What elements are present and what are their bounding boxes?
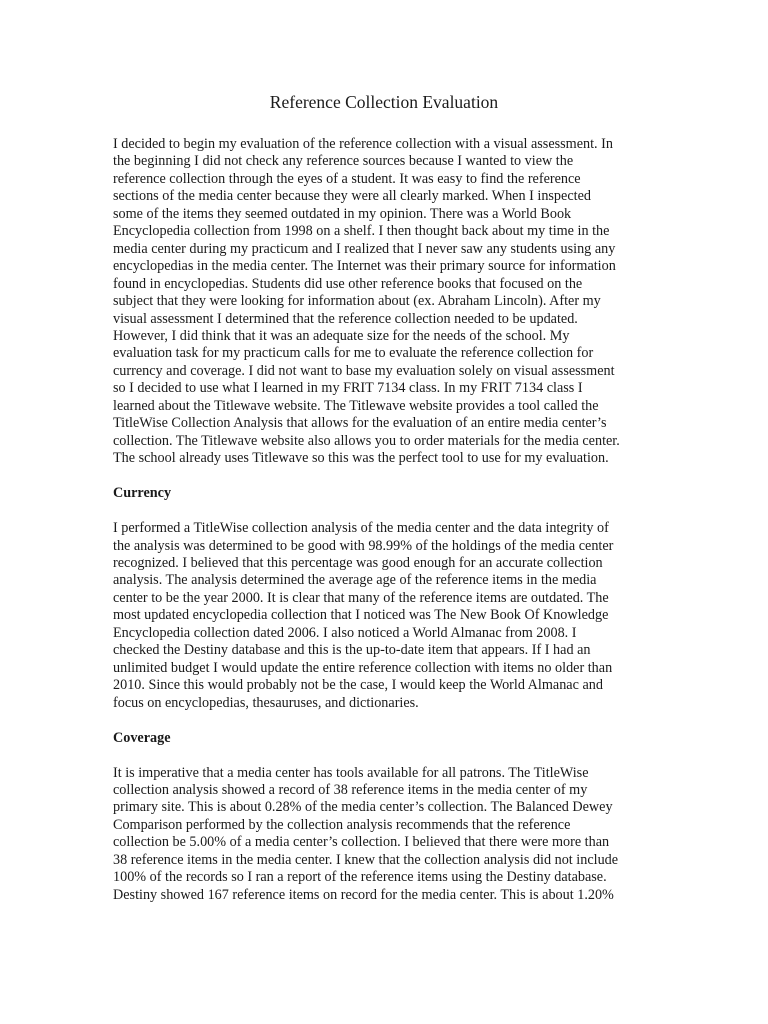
text-line: subject that they were looking for information about (ex. Abraham Lincoln). After my xyxy=(113,293,601,310)
text-line: Encyclopedia collection from 1998 on a shelf. I then thought back about my time in the xyxy=(113,223,610,240)
intro-paragraph xyxy=(113,136,658,468)
text-line: so I decided to use what I learned in my FRIT 7134 class. In my FRIT 7134 class I xyxy=(113,380,583,397)
text-line: found in encyclopedias. Students did use other reference books that focused on the xyxy=(113,275,583,292)
text-line: learned about the Titlewave website. The Titlewave website provides a tool called the xyxy=(113,397,599,414)
text-line: Encyclopedia collection dated 2006. I also noticed a World Almanac from 2008. I xyxy=(113,624,577,641)
text-line: collection analysis showed a record of 38 reference items in the media center of my xyxy=(113,781,588,798)
coverage-heading: Coverage xyxy=(113,729,171,746)
text-line: visual assessment I determined that the reference collection needed to be updated. xyxy=(113,310,578,327)
text-line: focus on encyclopedias, thesauruses, and dictionaries. xyxy=(113,694,419,711)
text-line: evaluation task for my practicum calls for me to evaluate the reference collection for xyxy=(113,345,594,362)
spacer xyxy=(113,503,658,521)
text-line: primary site. This is about 0.28% of the media center’s collection. The Balanced Dewey xyxy=(113,799,613,816)
text-line: encyclopedias in the media center. The Internet was their primary source for information xyxy=(113,258,616,275)
text-line: Destiny showed 167 reference items on record for the media center. This is about 1.20% xyxy=(113,886,614,903)
text-line: reference collection through the eyes of a student. It was easy to find the reference xyxy=(113,170,581,187)
text-line: However, I did think that it was an adequate size for the needs of the school. My xyxy=(113,327,570,344)
text-line: TitleWise Collection Analysis that allows for the evaluation of an entire media center’s xyxy=(113,415,607,432)
text-line: collection. The Titlewave website also allows you to order materials for the media center. xyxy=(113,432,620,449)
coverage-paragraph xyxy=(113,765,658,905)
text-line: unlimited budget I would update the entire reference collection with items no older than xyxy=(113,659,613,676)
text-line: the analysis was determined to be good with 98.99% of the holdings of the media center xyxy=(113,537,614,554)
text-line: some of the items they seemed outdated in my opinion. There was a World Book xyxy=(113,205,572,222)
currency-paragraph xyxy=(113,520,658,712)
text-line: checked the Destiny database and this is the up-to-date item that appears. If I had an xyxy=(113,642,591,659)
text-line: 100% of the records so I ran a report of the reference items using the Destiny database. xyxy=(113,869,607,886)
text-line: media center during my practicum and I realized that I never saw any students using any xyxy=(113,240,616,257)
currency-heading: Currency xyxy=(113,485,172,502)
text-line: currency and coverage. I did not want to base my evaluation solely on visual assessment xyxy=(113,362,615,379)
page-title: Reference Collection Evaluation xyxy=(269,92,499,112)
text-line: most updated encyclopedia collection that I noticed was The New Book Of Knowledge xyxy=(113,607,609,624)
text-line: the beginning I did not check any reference sources because I wanted to view the xyxy=(113,153,574,170)
spacer xyxy=(113,468,658,486)
text-line: The school already uses Titlewave so this was the perfect tool to use for my evaluation. xyxy=(113,450,609,467)
spacer xyxy=(113,747,658,765)
text-line: center to be the year 2000. It is clear that many of the reference items are outdated. The xyxy=(113,589,609,606)
text-line: I decided to begin my evaluation of the reference collection with a visual assessment. In xyxy=(113,136,613,152)
spacer xyxy=(113,712,658,730)
text-line: Comparison performed by the collection analysis recommends that the reference xyxy=(113,816,571,833)
document-body xyxy=(113,136,658,904)
text-line: I performed a TitleWise collection analysis of the media center and the data integrity of xyxy=(113,520,609,537)
text-line: 38 reference items in the media center. I knew that the collection analysis did not include xyxy=(113,851,619,868)
text-line: It is imperative that a media center has tools available for all patrons. The TitleWise xyxy=(113,764,589,781)
text-line: 2010. Since this would probably not be the case, I would keep the World Almanac and xyxy=(113,677,603,694)
text-line: analysis. The analysis determined the average age of the reference items in the media xyxy=(113,572,597,589)
text-line: sections of the media center because they were all clearly marked. When I inspected xyxy=(113,188,591,205)
text-line: recognized. I believed that this percentage was good enough for an accurate collection xyxy=(113,554,603,571)
text-line: collection be 5.00% of a media center’s collection. I believed that there were more than xyxy=(113,834,610,851)
